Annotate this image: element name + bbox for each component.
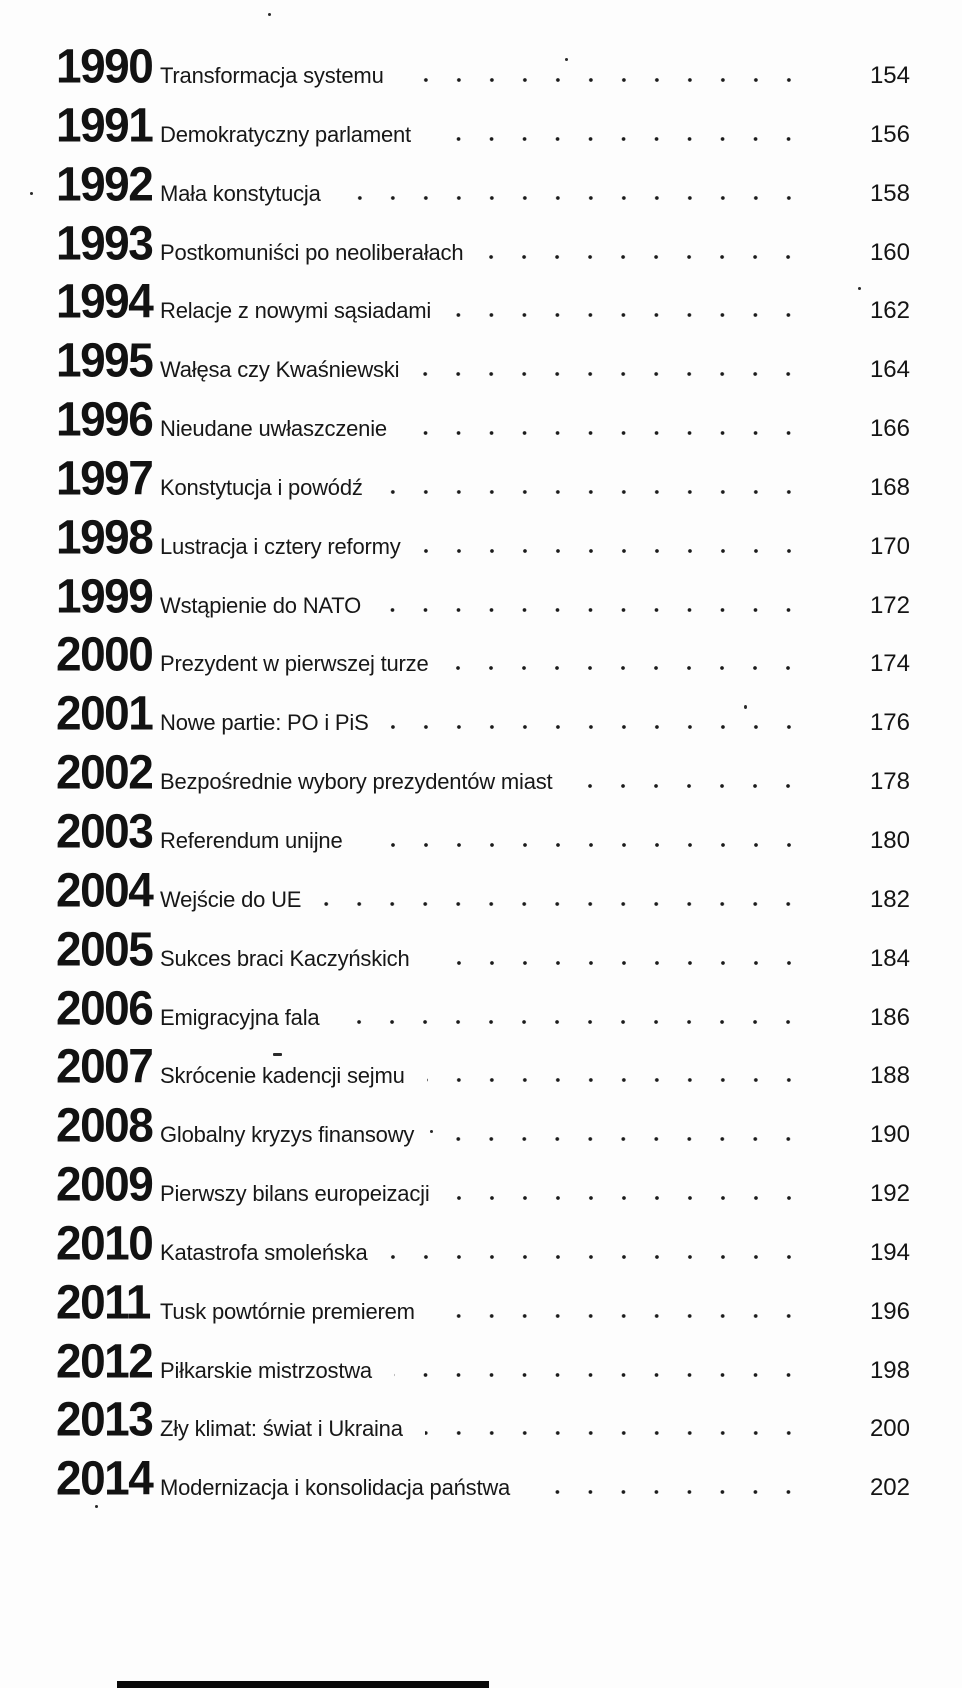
toc-entry-page: 154 [869,62,910,89]
toc-entry-title: Transformacja systemu [160,63,384,88]
toc-entry-year: 2001 [56,686,153,741]
toc-entry-page: 174 [869,650,910,678]
toc-entry-title: Relacje z nowymi sąsiadami [160,298,432,324]
dot-leader [385,489,805,495]
toc-entry-title: Emigracyjna fala [160,1004,320,1030]
toc-entry-page: 176 [869,709,910,737]
toc-entry-page: 166 [869,415,910,443]
toc-entry [56,982,910,1041]
toc-entry-title: Referendum unijne [160,827,343,853]
toc-entry-page: 178 [869,768,910,796]
toc-entry [56,746,910,805]
scan-speck [268,13,271,16]
scan-speck [273,1053,282,1056]
dot-leader [453,312,805,318]
toc-entry [56,1276,910,1335]
dot-leader [436,1136,805,1142]
toc-entry-year: 1996 [56,391,153,447]
toc-entry-title: Postkomuniści po neoliberałach [160,239,464,265]
toc-entry-title: Mała konstytucja [160,180,321,206]
toc-entry-page: 198 [869,1356,910,1384]
toc-entry-title: Konstytucja i powódź [160,474,363,500]
toc-entry [56,628,910,687]
toc-entry-page: 192 [869,1180,910,1208]
toc-entry-title: Prezydent w pierwszej turze [160,651,429,677]
toc-entry-year: 2002 [56,745,153,800]
toc-entry-year: 2012 [56,1333,153,1388]
toc-entry-title: Nowe partie: PO i PiS [160,710,369,736]
dot-leader [433,136,805,142]
toc-entry-title: Nieudane uwłaszczenie [160,416,387,442]
dot-leader [452,1195,805,1201]
toc-entry-title: Bezpośrednie wybory prezydentów miast [160,769,553,795]
toc-entry-page: 182 [869,885,910,913]
toc-entry-title: Skrócenie kadencji sejmu [160,1063,405,1089]
toc-entry [56,1452,910,1511]
toc-entry [56,1099,910,1158]
toc-entry-year: 2005 [56,921,153,976]
toc-entry-title: Pierwszy bilans europeizacji [160,1181,430,1207]
toc-entry [56,1158,910,1217]
toc-entry-year: 1991 [56,97,153,152]
dot-leader [390,1254,805,1260]
dot-leader [425,1430,805,1436]
dot-leader [450,665,805,671]
toc-entry-year: 2010 [56,1215,153,1270]
toc-entry-title: Demokratyczny parlament [160,121,411,147]
toc-entry-title: Katastrofa smoleńska [160,1239,368,1265]
toc-entry [56,99,910,158]
toc-entry-title: Modernizacja i konsolidacja państwa [160,1475,511,1501]
toc-entry-year: 2007 [56,1039,153,1094]
toc-entry-title: Piłkarskie mistrzostwa [160,1357,372,1383]
dot-leader [406,77,805,83]
dot-leader [409,430,805,436]
toc-entry-year: 1992 [56,156,153,211]
toc-entry [56,511,910,570]
toc-entry-year: 2011 [56,1274,150,1329]
toc-entry [56,805,910,864]
toc-entry [56,687,910,746]
scan-artifact-bar [117,1681,489,1688]
toc-entry-year: 1993 [56,215,153,270]
scan-speck [430,1130,433,1133]
toc-entry [56,334,910,393]
dot-leader [394,1372,805,1378]
scan-speck [858,287,861,290]
toc-entry-year: 1994 [56,274,153,329]
toc-entry-page: 164 [869,356,910,384]
toc-entry-page: 190 [869,1121,910,1149]
toc-entry [56,158,910,217]
toc-entry-title: Wejście do UE [160,886,302,912]
toc-list [56,40,910,1511]
toc-entry [56,1335,910,1394]
toc-entry [56,1393,910,1452]
dot-leader [365,842,806,848]
dot-leader [432,960,805,966]
dot-leader [437,1313,805,1319]
toc-entry-year: 2014 [56,1451,153,1506]
toc-entry-page: 160 [869,238,910,266]
dot-leader [383,607,805,613]
toc-entry-title: Wałęsa czy Kwaśniewski [160,357,400,383]
toc-entry-page: 194 [869,1238,910,1266]
toc-entry [56,864,910,923]
toc-entry-year: 2003 [56,803,153,858]
toc-entry [56,452,910,511]
dot-leader [341,1019,805,1025]
toc-entry-page: 180 [869,826,910,854]
toc-entry-page: 184 [869,944,910,972]
toc-entry-year: 2004 [56,862,153,917]
toc-entry-page: 170 [869,532,910,560]
toc-entry-title: Lustracja i cztery reformy [160,533,401,559]
toc-entry [56,40,910,99]
toc-entry-year: 2000 [56,627,153,682]
dot-leader [423,548,805,554]
toc-entry-year: 2013 [56,1392,153,1447]
scan-speck [565,58,568,61]
toc-entry-page: 162 [869,297,910,325]
toc-entry-year: 1995 [56,333,153,388]
toc-entry-page: 156 [869,120,910,148]
toc-entry-page: 186 [869,1003,910,1031]
scan-speck [744,705,747,709]
toc-entry-year: 1999 [56,568,153,623]
toc-entry-title: Sukces braci Kaczyńskich [160,945,410,971]
toc-entry-page: 168 [869,473,910,501]
toc-entry [56,1217,910,1276]
scan-speck [30,192,33,195]
toc-entry-page: 202 [869,1474,910,1502]
dot-leader [323,901,805,907]
toc-entry [56,393,910,452]
toc-entry-year: 1997 [56,450,153,505]
scan-speck [95,1505,98,1508]
dot-leader [427,1077,805,1083]
dot-leader [574,783,805,789]
toc-entry [56,923,910,982]
dot-leader [421,371,805,377]
toc-entry-page: 196 [869,1297,910,1325]
toc-entry-year: 2008 [56,1098,153,1153]
dot-leader [532,1489,805,1495]
dot-leader [485,254,805,260]
toc-entry [56,217,910,276]
toc-entry-year: 2009 [56,1156,153,1211]
toc-entry [56,1040,910,1099]
toc-entry-page: 188 [869,1062,910,1090]
toc-entry-page: 200 [869,1415,910,1443]
toc-entry [56,275,910,334]
toc-entry-page: 172 [869,591,910,619]
toc-entry-page: 158 [869,179,910,207]
toc-entry-year: 2006 [56,980,153,1035]
toc-entry-year: 1998 [56,509,153,564]
toc-entry-title: Tusk powtórnie premierem [160,1298,415,1324]
toc-entry-title: Wstąpienie do NATO [160,592,362,618]
dot-leader [343,195,805,201]
toc-entry-title: Zły klimat: świat i Ukraina [160,1416,403,1442]
dot-leader [391,724,805,730]
toc-entry-title: Globalny kryzys finansowy [160,1122,415,1148]
toc-entry [56,570,910,629]
toc-entry-year: 1990 [56,38,153,93]
